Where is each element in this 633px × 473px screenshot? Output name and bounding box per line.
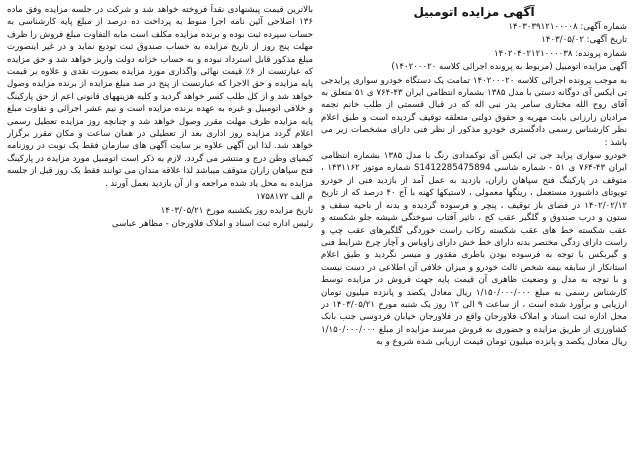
paragraph-heading: آگهی مزایده اتومبیل (مربوط به پرونده اجرائی کلاسه ۱۴۰۲۰۰۰۲۰) xyxy=(391,62,627,73)
paragraph-terms: بالاترین قیمت پیشنهادی نقداً فروخته خواهد شد و شرکت در جلسه مزایده وفق ماده ۱۳۶ اصلاحی آئین نامه اجرا منوط به پرداخت ده درصد از مبلغ پایه کارشناسی به حساب سپرده ثبت بوده و برنده مزایده مکلف است مابه التفاوت مبلغ فروش را ظرف مهلت پنج روز از تاریخ مزایده به حساب صندوق ثبت تودیع نماید و در غیر اینصورت مبلغ مذکور قابل استرداد نبوده و به حساب خزانه دولت واریز خواهد شد و حق مزایده که عبارتست از ۶٪ قیمت نهائی واگذاری مورد مزایده بصورت نقدی و علاوه بر قیمت پایه مزایده و حق الاجرا که عبارتست از پنج در صد مبلغ مزایده از برنده مزایده وصول خواهد شد و از کل طلب کسر خواهد گردید و کلیه هزینههای قانونی اعم از حق پارکینگ و خلافی اتومبیل و غیره به عهده برنده مزایده است و نیم عشر اجرائی و تفاوت مبلغ پایه مزایده ظرف مهلت مقرر وصول خواهد شد و چنانچه روز مزایده تعطیل رسمی اعلام گردد مزایده روز اداری بعد از تعطیلی در همان ساعت و مکان مقرر برگزار خواهد شد. لذا این آگهی علاوه بر سایت آگهی های سازمان فقط یک نوبت در روزنامه کیمیای وطن درج و منتشر می گردد. لازم به ذکر است اتومبیل مورد مزایده در پارکینگ فتح سپاهان زاران متوقف میباشد لذا علاقه مندان می توانند فقط یک روز قبل از جلسه مزایده به محل یاد شده مراجعه و از آن بازدید بعمل آورند . xyxy=(7,5,313,189)
auction-date: تاریخ مزایده روز یکشنبه مورخ ۱۴۰۳/۰۵/۲۱ xyxy=(160,205,313,216)
reference-code: م الف ۱۷۵۸۱۷۲ xyxy=(256,192,313,203)
paragraph-vehicle-details: خودرو سواری پراید جی تی ایکس آی توکمدادی رنگ با مدل ۱۳۸۵ بشماره انتظامی ایران ۴۳-۷۶۴ ی ۵۱ - شماره شاسی S1412285475894 شماره موتور ۱۴۳۱۱۶۲ ، متوقف در پارکینگ فتح سپاهان زاران، بازدید به عمل آمد از بازدید فنی از خودرو تویوتای داشبورد مستعمل ، رینگها معمولی ، لاستیکها کهنه با آج ۴۰ درصد که از تاریخ ۱۴۰۲/۰۲/۱۲ در فضای باز توقیف ، پنچر و فرسوده گردیده و بدنه از ناحیه سقف و ستون و درب صندوق و گلگیر عقب کج ، تاثیر آفتاب سوختگی شیشه جلو شکسته و عقب شکسته خط های عقب شکسته رکاب راست خوردگی گلگیرهای عقب چپ و راست دارای زدگی مختصر بدنه دارای خط خش دارای زاویاس و آچار چرخ شرایط فنی و گیربکس با توجه به فرسوده بودن باطری مقدور و میسر نگردید و طبق اعلام استانکار از سابقه بیمه شخص ثالث خودرو و میزان خلافی آن اطلاعی در دست نیست و با توجه به مدل و وضعیت ظاهری آن قیمت پایه جهت فروش در مزایده توسط کارشناس رسمی به مبلغ ۱/۱۵۰/۰۰۰/۰۰۰ ریال معادل یکصد و پانزده میلیون تومان ارزیابی و برآورد شده است ، از ساعت ۹ الی ۱۲ روز یک شنبه مورخ ۱۴۰۳/۰۵/۲۱ در محل اداره ثبت اسناد و املاک فلاورجان واقع در فلاورجان خیابان فردوسی جنب بانک کشاورزی از طریق مزایده و حضوری به فروش میرسد مزایده از مبلغ ۱/۱۵۰/۰۰۰/۰۰۰ ریال معادل یکصد و پانزده میلیون تومان قیمت ارزیابی شده شروع و به xyxy=(321,151,627,348)
paragraph-intro: به موجب پرونده اجرائی کلاسه ۱۴۰۲۰۰۰۲۰ تمامت یک دستگاه خودرو سواری پرایدجی تی ایکس آی دوگانه دستی با مدل ۱۳۸۵ بشماره انتظامی ایران ۴۳-۷۶۴ ی ۵۱ متعلق به آقای روح الله مختاری سامر پدر نبی اله که در قبال قسمتی از طلب خانم نجمه مرادیان زارزانی بابت مهریه و حقوق دولتی متعلقه توقیف گردیده است و طبق اعلام نظر کارشناس رسمی دادگستری خودرو مذکور از نظر فنی دارای مشخصات زیر می باشد : xyxy=(321,75,627,148)
notice-date: تاریخ آگهی: ۱۴۰۳/۰۵/۰۲ xyxy=(541,35,627,46)
notice-number: شماره آگهی: ۱۴۰۳۰۳۹۱۲۱۰۰۰۰۸ xyxy=(508,22,627,32)
notice-title: آگهی مزایده اتومبیل xyxy=(413,5,535,19)
file-number: شماره پرونده: ۱۴۰۲۰۴۰۲۱۲۱۰۰۰۰۳۸ xyxy=(494,48,627,59)
left-column xyxy=(7,4,313,469)
right-column xyxy=(321,4,627,469)
notice-columns xyxy=(6,4,627,469)
signature: رئیس اداره ثبت اسناد و املاک فلاورجان - مظاهر عباسی xyxy=(111,218,313,229)
